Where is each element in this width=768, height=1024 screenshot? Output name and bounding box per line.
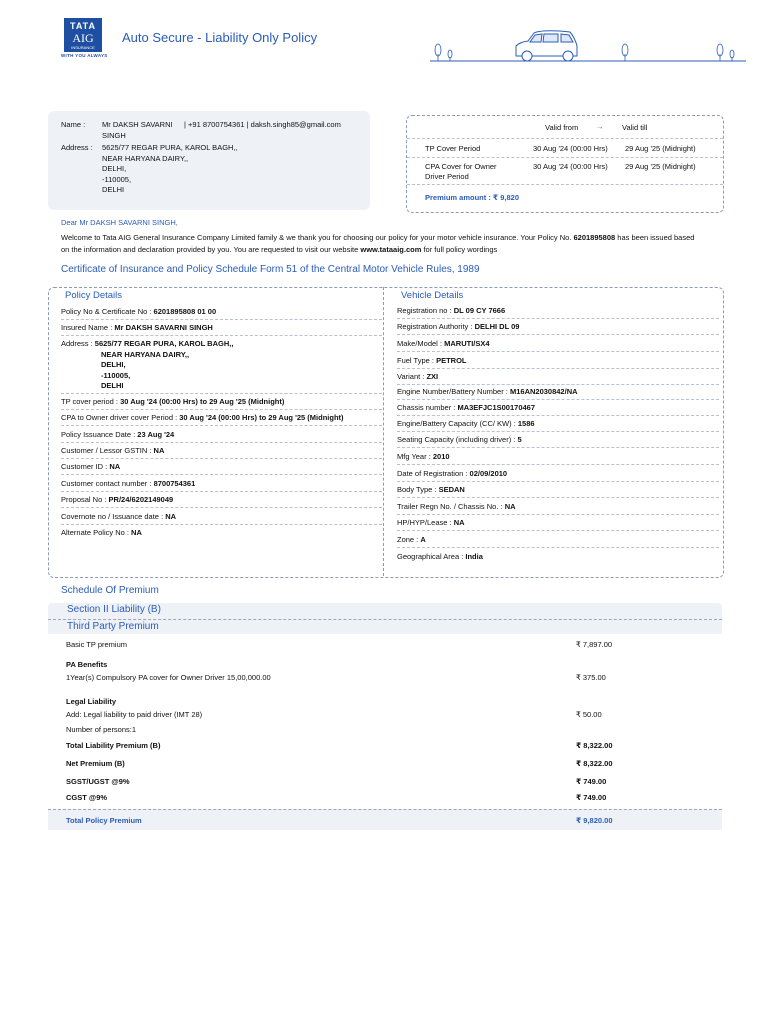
vehicle-detail-row	[397, 356, 719, 369]
row-value: NA	[109, 462, 121, 471]
row-value: 23 Aug '24	[137, 430, 175, 439]
third-party-premium-title: Third Party Premium	[67, 621, 159, 632]
row-label: Registration Authority :	[397, 322, 473, 331]
row-value: Mr DAKSH SAVARNI SINGH	[114, 323, 213, 332]
row-label: Customer contact number :	[61, 479, 152, 488]
logo-line-insurance: INSURANCE	[71, 45, 95, 50]
divider	[48, 619, 722, 620]
net-premium-amount: ₹ 8,322.00	[576, 759, 613, 768]
total-liability-label: Total Liability Premium (B)	[66, 741, 161, 750]
row-value: 02/09/2010	[469, 469, 508, 478]
row-label: TP cover period :	[61, 397, 118, 406]
row-label: Registration no :	[397, 306, 452, 315]
policy-number-inline: 6201895808	[573, 233, 616, 242]
vehicle-detail-row	[397, 502, 719, 515]
pa-cover-label: 1Year(s) Compulsory PA cover for Owner Driver 15,00,000.00	[66, 673, 271, 682]
vehicle-detail-row	[397, 518, 719, 531]
customer-contact: | +91 8700754361 | daksh.singh85@gmail.com	[184, 120, 341, 129]
schedule-of-premium-title: Schedule Of Premium	[61, 585, 159, 596]
row-value: MA3EFJC1S00170467	[457, 403, 536, 412]
row-label: Proposal No :	[61, 495, 107, 504]
row-value: NEAR HARYANA DAIRY,,	[101, 349, 190, 359]
logo-line-aig: AIG	[72, 31, 94, 45]
valid-from-label: Valid from	[545, 123, 579, 132]
row-label: Make/Model :	[397, 339, 443, 348]
validity-row-from: 30 Aug '24 (00:00 Hrs)	[533, 144, 608, 153]
validity-row-label: CPA Cover for Owner Driver Period	[425, 162, 497, 181]
row-label: HP/HYP/Lease :	[397, 518, 452, 527]
row-value: 2010	[432, 452, 450, 461]
row-value: PR/24/6202149049	[108, 495, 174, 504]
row-label: Chassis number :	[397, 403, 456, 412]
policy-detail-row	[61, 462, 382, 475]
vehicle-detail-row	[397, 452, 719, 465]
basic-tp-label: Basic TP premium	[66, 640, 127, 649]
row-label: Engine/Battery Capacity (CC/ KW) :	[397, 419, 516, 428]
row-value: NA	[131, 528, 142, 537]
pa-benefits-heading: PA Benefits	[66, 660, 108, 669]
row-label: Engine Number/Battery Number :	[397, 387, 508, 396]
row-value: 30 Aug '24 (00:00 Hrs) to 29 Aug '25 (Midnight)	[120, 397, 285, 406]
address-line: NEAR HARYANA DAIRY,,	[102, 153, 189, 163]
policy-detail-row	[61, 397, 382, 410]
welcome-text-part: been issued based on the information and declaration provided by you. You are requested to visit our website	[61, 233, 695, 254]
document-title: Auto Secure - Liability Only Policy	[122, 30, 318, 45]
net-premium-label: Net Premium (B)	[66, 759, 125, 768]
column-divider	[383, 287, 384, 576]
validity-row	[407, 158, 723, 185]
name-label: Name :	[61, 120, 86, 129]
row-label: CPA to Owner driver cover Period :	[61, 413, 178, 422]
row-value: DELHI	[101, 381, 124, 390]
row-label: Customer / Lessor GSTIN :	[61, 446, 152, 455]
vehicle-detail-row	[397, 306, 719, 319]
row-value: NA	[153, 446, 165, 455]
car-illustration	[430, 28, 746, 64]
customer-name: Mr DAKSH SAVARNI SINGH	[102, 120, 173, 140]
row-value: DL 09 CY 7666	[453, 306, 506, 315]
row-label: Variant :	[397, 372, 425, 381]
logo-line-tata: TATA	[70, 21, 96, 31]
vehicle-detail-row	[397, 339, 719, 352]
policy-detail-row	[61, 307, 382, 320]
total-premium-row	[48, 809, 722, 830]
legal-liability-heading: Legal Liability	[66, 697, 117, 706]
validity-row-label: TP Cover Period	[425, 144, 481, 153]
tata-aig-logo	[64, 18, 102, 52]
policy-detail-row	[61, 446, 382, 459]
welcome-text-part: Welcome to Tata AIG General Insurance Company Limited family & we thank you for choosing our policy for your motor vehicle insurance. Your Policy No.	[61, 233, 572, 242]
validity-panel	[406, 115, 724, 213]
legal-liability-label: Add: Legal liability to paid driver (IMT 28)	[66, 710, 203, 719]
vehicle-detail-row	[397, 322, 719, 335]
sgst-label: SGST/UGST @9%	[66, 777, 130, 786]
sgst-amount: ₹ 749.00	[576, 777, 607, 786]
row-value: SEDAN	[438, 485, 465, 494]
legal-liability-amount: ₹ 50.00	[576, 710, 602, 719]
vehicle-detail-row	[397, 419, 719, 432]
vehicle-detail-row	[397, 403, 719, 416]
row-value: NA	[165, 512, 177, 521]
row-value: DELHI,	[101, 360, 126, 369]
welcome-text	[61, 232, 701, 256]
basic-tp-amount: ₹ 7,897.00	[576, 640, 613, 649]
row-value: -110005,	[101, 370, 131, 380]
row-label: Body Type :	[397, 485, 437, 494]
policy-detail-row	[61, 430, 382, 443]
row-value: 8700754361	[153, 479, 196, 488]
policy-detail-row	[61, 413, 382, 426]
row-value: ZXI	[426, 372, 439, 381]
validity-row-from: 30 Aug '24 (00:00 Hrs)	[533, 162, 608, 171]
policy-details-heading: Policy Details	[65, 290, 123, 301]
row-label: Covernote no / Issuance date :	[61, 512, 164, 521]
address-label: Address :	[61, 143, 93, 152]
website-link[interactable]: www.tataaig.com	[360, 245, 422, 254]
policy-detail-row	[61, 512, 382, 525]
car-icon	[516, 31, 577, 61]
validity-row-till: 29 Aug '25 (Midnight)	[625, 144, 696, 153]
row-value: MARUTI/SX4	[444, 339, 490, 348]
row-label: Zone :	[397, 535, 419, 544]
address-line: 5625/77 REGAR PURA, KAROL BAGH,,	[102, 143, 238, 152]
address-line: DELHI	[102, 185, 125, 194]
row-value: NA	[504, 502, 516, 511]
row-value: 1586	[517, 419, 535, 428]
vehicle-details-heading: Vehicle Details	[401, 290, 464, 301]
vehicle-detail-row	[397, 485, 719, 498]
row-label: Alternate Policy No :	[61, 528, 129, 537]
row-value: India	[465, 552, 483, 561]
row-label: Fuel Type :	[397, 356, 434, 365]
validity-row	[407, 139, 723, 158]
row-label: Policy No & Certificate No :	[61, 307, 152, 316]
row-label: Policy Issuance Date :	[61, 430, 136, 439]
arrow-right-icon: →	[596, 122, 604, 131]
vehicle-detail-row	[397, 469, 719, 482]
vehicle-detail-row	[397, 552, 719, 564]
row-value: M16AN2030842/NA	[509, 387, 578, 396]
row-label: Date of Registration :	[397, 469, 468, 478]
pa-cover-amount: ₹ 375.00	[576, 673, 606, 682]
certificate-title: Certificate of Insurance and Policy Schedule Form 51 of the Central Motor Vehicle Rules, 1989	[61, 264, 480, 275]
policy-detail-row	[61, 323, 382, 336]
cgst-label: CGST @9%	[66, 793, 108, 802]
vehicle-detail-row	[397, 387, 719, 400]
customer-info-panel	[48, 111, 370, 210]
total-premium-amount: ₹ 9,820.00	[576, 816, 613, 825]
row-value: DELHI DL 09	[474, 322, 520, 331]
row-value: 6201895808 01 00	[153, 307, 217, 316]
policy-detail-row	[61, 495, 382, 508]
premium-amount: Premium amount : ₹ 9,820	[425, 193, 519, 202]
address-line: -110005,	[102, 174, 132, 184]
address-line: DELHI,	[102, 164, 127, 173]
row-label: Address :	[61, 339, 93, 348]
persons-label: Number of persons:1	[66, 725, 137, 734]
row-label: Customer ID :	[61, 462, 108, 471]
greeting: Dear Mr DAKSH SAVARNI SINGH,	[61, 218, 178, 227]
vehicle-detail-row	[397, 535, 719, 548]
validity-row-till: 29 Aug '25 (Midnight)	[625, 162, 696, 171]
welcome-text-part: for full policy wordings	[423, 245, 498, 254]
policy-detail-row	[61, 528, 382, 540]
vehicle-detail-row	[397, 435, 719, 448]
row-label: Mfg Year :	[397, 452, 431, 461]
policy-detail-row	[61, 479, 382, 492]
logo-tagline: WITH YOU ALWAYS	[61, 53, 108, 58]
total-liability-amount: ₹ 8,322.00	[576, 741, 613, 750]
row-value: 5	[517, 435, 522, 444]
vehicle-detail-row	[397, 372, 719, 385]
row-value: 5625/77 REGAR PURA, KAROL BAGH,,	[94, 339, 234, 348]
policy-detail-row	[61, 339, 382, 394]
row-label: Geographical Area :	[397, 552, 464, 561]
tree-icon	[435, 44, 734, 61]
premium-rows-area	[48, 634, 722, 829]
section-title: Section II Liability (B)	[67, 604, 161, 615]
row-value: NA	[453, 518, 465, 527]
row-value: A	[420, 535, 426, 544]
total-premium-label: Total Policy Premium	[66, 816, 142, 825]
cgst-amount: ₹ 749.00	[576, 793, 607, 802]
row-label: Trailer Regn No. / Chassis No. :	[397, 502, 503, 511]
welcome-text-part: has	[617, 233, 630, 242]
valid-till-label: Valid till	[622, 123, 648, 132]
row-label: Insured Name :	[61, 323, 113, 332]
row-value: 30 Aug '24 (00:00 Hrs) to 29 Aug '25 (Midnight)	[179, 413, 344, 422]
row-label: Seating Capacity (including driver) :	[397, 435, 516, 444]
row-value: PETROL	[436, 356, 467, 365]
validity-header	[407, 116, 723, 139]
customer-address	[102, 143, 238, 196]
